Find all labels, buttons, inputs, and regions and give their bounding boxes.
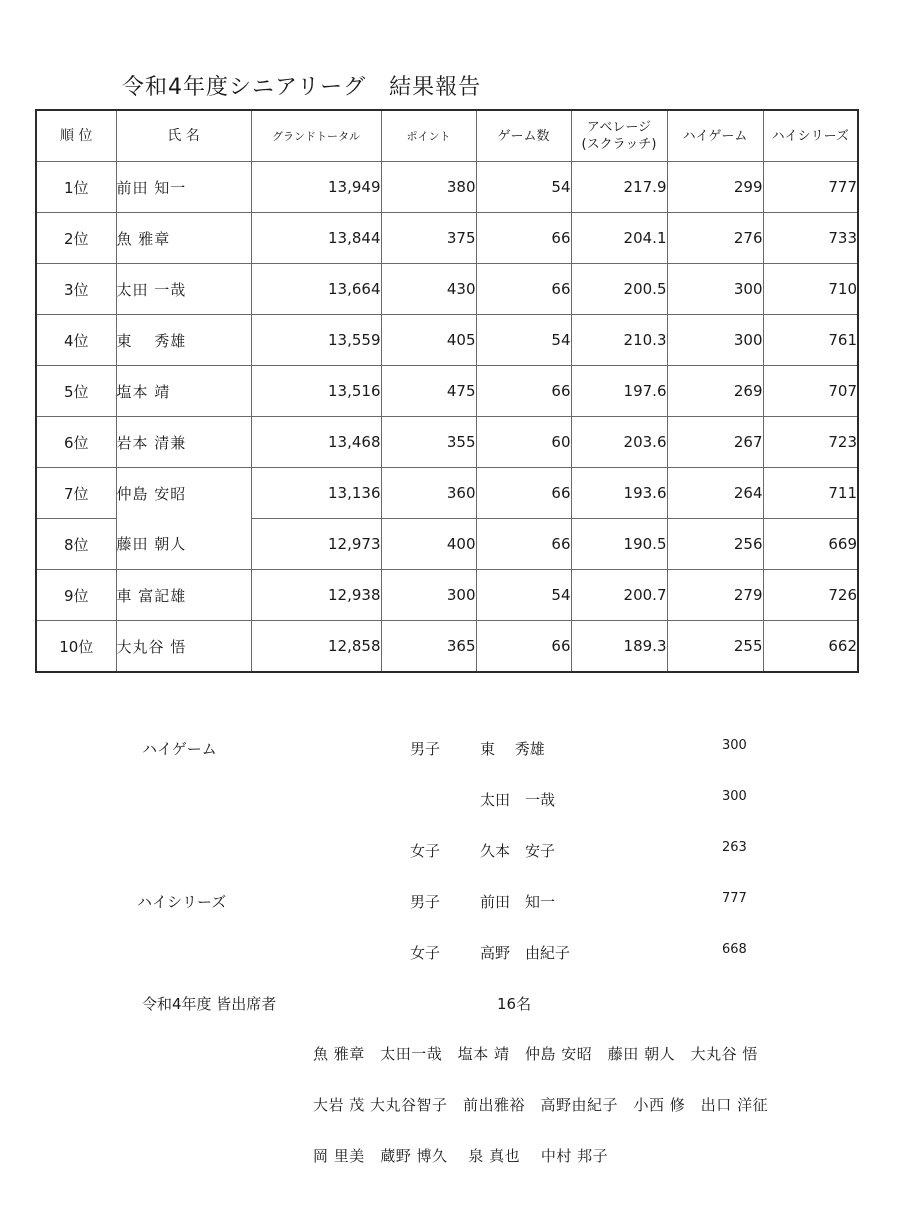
high-game-cell: 276 <box>667 213 763 264</box>
grand-total-cell: 13,949 <box>251 162 381 213</box>
rank-cell: 9位 <box>36 570 116 621</box>
table-header-row <box>36 110 858 162</box>
name-cell: 藤田 朝人 <box>116 519 251 570</box>
average-cell: 200.5 <box>571 264 667 315</box>
high-game-cell: 300 <box>667 315 763 366</box>
high-series-male-label: 男子 <box>410 893 441 911</box>
table-row <box>36 264 858 315</box>
points-cell: 430 <box>381 264 476 315</box>
average-cell: 189.3 <box>571 621 667 673</box>
name-cell: 魚 雅章 <box>116 213 251 264</box>
average-cell: 203.6 <box>571 417 667 468</box>
rank-cell: 4位 <box>36 315 116 366</box>
rank-cell: 8位 <box>36 519 116 570</box>
header-high-series: ハイシリーズ <box>763 110 858 162</box>
games-cell: 66 <box>476 468 571 519</box>
name-cell: 東 秀雄 <box>116 315 251 366</box>
name-cell: 大丸谷 悟 <box>116 621 251 673</box>
page-title: 令和4年度シニアリーグ 結果報告 <box>122 75 482 100</box>
rank-cell: 3位 <box>36 264 116 315</box>
high-series-men-score: 777 <box>722 891 747 906</box>
average-cell: 190.5 <box>571 519 667 570</box>
table-row <box>36 570 858 621</box>
grand-total-cell: 13,844 <box>251 213 381 264</box>
high-series-cell: 733 <box>763 213 858 264</box>
points-cell: 300 <box>381 570 476 621</box>
table-row <box>36 366 858 417</box>
high-series-cell: 669 <box>763 519 858 570</box>
high-series-men-name: 前田 知一 <box>480 893 556 911</box>
average-cell: 210.3 <box>571 315 667 366</box>
table-row <box>36 519 858 570</box>
table-row <box>36 213 858 264</box>
high-game-female-label: 女子 <box>410 842 441 860</box>
table-row <box>36 468 858 519</box>
high-game-male-label: 男子 <box>410 740 441 758</box>
header-rank: 順 位 <box>36 110 116 162</box>
high-game-women-name: 久本 安子 <box>480 842 556 860</box>
name-cell: 車 富記雄 <box>116 570 251 621</box>
points-cell: 360 <box>381 468 476 519</box>
games-cell: 54 <box>476 162 571 213</box>
high-series-label: ハイシリーズ <box>137 893 227 911</box>
rank-cell: 2位 <box>36 213 116 264</box>
high-series-cell: 711 <box>763 468 858 519</box>
grand-total-cell: 12,973 <box>251 519 381 570</box>
grand-total-cell: 12,858 <box>251 621 381 673</box>
high-game-cell: 300 <box>667 264 763 315</box>
high-game-cell: 264 <box>667 468 763 519</box>
high-game-men-score-2: 300 <box>722 789 747 804</box>
header-points: ポイント <box>381 110 476 162</box>
average-cell: 217.9 <box>571 162 667 213</box>
points-cell: 405 <box>381 315 476 366</box>
average-cell: 193.6 <box>571 468 667 519</box>
average-cell: 197.6 <box>571 366 667 417</box>
high-series-cell: 777 <box>763 162 858 213</box>
high-game-label: ハイゲーム <box>142 740 217 758</box>
points-cell: 380 <box>381 162 476 213</box>
name-cell: 塩本 靖 <box>116 366 251 417</box>
results-table <box>35 109 859 673</box>
header-name: 氏 名 <box>116 110 251 162</box>
high-series-cell: 707 <box>763 366 858 417</box>
rank-cell: 5位 <box>36 366 116 417</box>
games-cell: 66 <box>476 621 571 673</box>
grand-total-cell: 13,136 <box>251 468 381 519</box>
games-cell: 66 <box>476 264 571 315</box>
average-cell: 204.1 <box>571 213 667 264</box>
high-series-cell: 761 <box>763 315 858 366</box>
high-series-cell: 723 <box>763 417 858 468</box>
attendance-row-2: 大岩 茂 大丸谷智子 前出雅裕 高野由紀子 小西 修 出口 洋征 <box>313 1096 769 1114</box>
high-series-women-score: 668 <box>722 942 747 957</box>
high-series-cell: 710 <box>763 264 858 315</box>
high-game-men-score-1: 300 <box>722 738 747 753</box>
high-series-female-label: 女子 <box>410 944 441 962</box>
table-row <box>36 417 858 468</box>
games-cell: 60 <box>476 417 571 468</box>
high-game-cell: 299 <box>667 162 763 213</box>
name-cell: 前田 知一 <box>116 162 251 213</box>
points-cell: 375 <box>381 213 476 264</box>
high-series-cell: 662 <box>763 621 858 673</box>
name-cell: 仲島 安昭 <box>116 468 251 519</box>
grand-total-cell: 13,468 <box>251 417 381 468</box>
points-cell: 475 <box>381 366 476 417</box>
average-cell: 200.7 <box>571 570 667 621</box>
games-cell: 54 <box>476 315 571 366</box>
games-cell: 54 <box>476 570 571 621</box>
points-cell: 355 <box>381 417 476 468</box>
attendance-row-3: 岡 里美 蔵野 博久 泉 真也 中村 邦子 <box>313 1147 609 1165</box>
high-game-cell: 279 <box>667 570 763 621</box>
grand-total-cell: 13,516 <box>251 366 381 417</box>
grand-total-cell: 12,938 <box>251 570 381 621</box>
high-game-cell: 255 <box>667 621 763 673</box>
table-row <box>36 621 858 673</box>
high-game-men-name-2: 太田 一哉 <box>480 791 556 809</box>
header-grand-total: グランドトータル <box>251 110 381 162</box>
attendance-row-1: 魚 雅章 太田一哉 塩本 靖 仲島 安昭 藤田 朝人 大丸谷 悟 <box>313 1045 758 1063</box>
rank-cell: 1位 <box>36 162 116 213</box>
grand-total-cell: 13,664 <box>251 264 381 315</box>
header-average: アベレージ (スクラッチ) <box>571 110 667 162</box>
header-high-game: ハイゲーム <box>667 110 763 162</box>
rank-cell: 6位 <box>36 417 116 468</box>
name-cell: 岩本 清兼 <box>116 417 251 468</box>
games-cell: 66 <box>476 213 571 264</box>
header-games: ゲーム数 <box>476 110 571 162</box>
high-game-cell: 267 <box>667 417 763 468</box>
games-cell: 66 <box>476 519 571 570</box>
attendance-label: 令和4年度 皆出席者 <box>142 995 277 1013</box>
attendance-count: 16名 <box>497 995 532 1013</box>
high-game-men-name-1: 東 秀雄 <box>480 740 545 758</box>
grand-total-cell: 13,559 <box>251 315 381 366</box>
high-game-cell: 269 <box>667 366 763 417</box>
table-row <box>36 162 858 213</box>
rank-cell: 10位 <box>36 621 116 673</box>
high-series-women-name: 高野 由紀子 <box>480 944 571 962</box>
high-game-cell: 256 <box>667 519 763 570</box>
high-series-cell: 726 <box>763 570 858 621</box>
points-cell: 400 <box>381 519 476 570</box>
high-game-women-score: 263 <box>722 840 747 855</box>
games-cell: 66 <box>476 366 571 417</box>
table-row <box>36 315 858 366</box>
points-cell: 365 <box>381 621 476 673</box>
name-cell: 太田 一哉 <box>116 264 251 315</box>
rank-cell: 7位 <box>36 468 116 519</box>
